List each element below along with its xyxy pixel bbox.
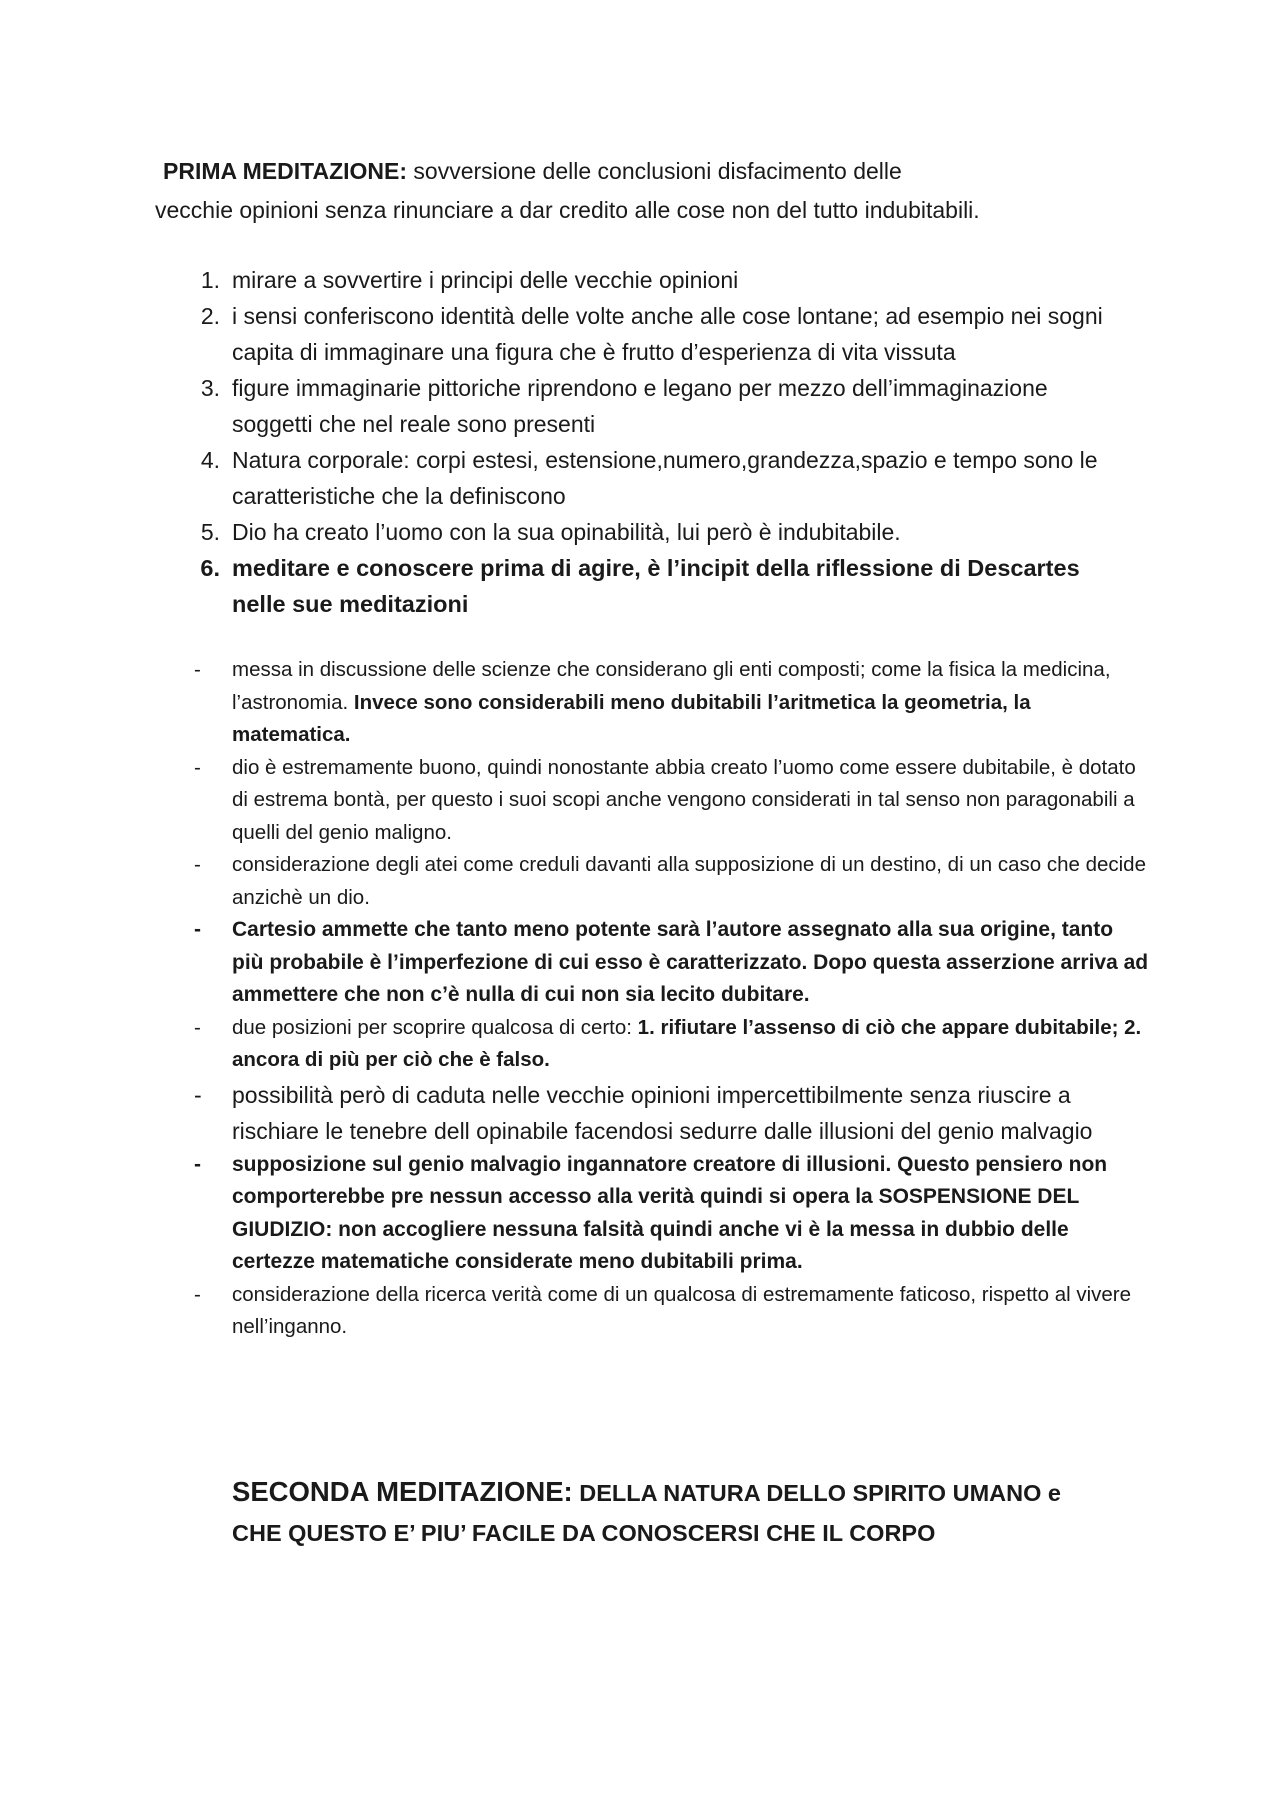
item-text: i sensi conferiscono identità delle volte anche alle cose lontane; ad esempio nei sogni capita di immaginare una figura che è frutto d’esperienza di vita vissuta [232, 303, 1103, 365]
item-number: 6. [200, 555, 220, 581]
numbered-list [190, 262, 1130, 622]
bullet-dash: - [194, 755, 201, 779]
list-item [190, 442, 1130, 514]
bullet-bold-text: Invece sono considerabili meno dubitabili l’aritmetica la geometria, la matematica. [232, 690, 1031, 746]
seconda-meditazione-subtitle: DELLA NATURA DELLO SPIRITO UMANO e CHE QUESTO E’ PIU’ FACILE DA CONOSCERSI CHE IL CORPO [232, 1480, 1061, 1546]
bullet-item [190, 654, 1150, 752]
bullet-item [190, 1077, 1150, 1149]
bullet-item [190, 1012, 1150, 1077]
bullet-item [190, 914, 1150, 1012]
bullet-bold-text: 1. rifiutare l’assenso di ciò che appare dubitabile; 2. ancora di più per ciò che è falso. [232, 1015, 1142, 1071]
list-item [190, 370, 1130, 442]
intro-line-1-text: sovversione delle conclusioni disfacimento delle [407, 158, 902, 184]
bullet-dash: - [194, 1015, 201, 1039]
bullet-dash: - [194, 658, 201, 681]
bullet-text: considerazione della ricerca verità come di un qualcosa di estremamente faticoso, rispetto al vivere nell’inganno. [232, 1282, 1132, 1338]
item-text: mirare a sovvertire i principi delle vecchie opinioni [232, 267, 739, 293]
bullet-dash: - [194, 1282, 201, 1306]
item-text: Natura corporale: corpi estesi, estensione,numero,grandezza,spazio e tempo sono le caratteristiche che la definiscono [232, 447, 1098, 509]
item-number: 3. [200, 375, 220, 401]
seconda-meditazione-heading [232, 1472, 1112, 1553]
seconda-meditazione-title: SECONDA MEDITAZIONE: [232, 1476, 573, 1507]
bullet-text: Cartesio ammette che tanto meno potente sarà l’autore assegnato alla sua origine, tanto più probabile è l’imperfezione di cui esso è caratterizzato. Dopo questa asserzione arriva ad ammettere che non c’è nulla di cui non sia lecito dubitare. [232, 918, 1149, 1006]
bullet-dash: - [194, 918, 201, 941]
bullet-list [190, 654, 1150, 1344]
list-item [190, 514, 1130, 550]
bullet-text: possibilità però di caduta nelle vecchie opinioni impercettibilmente senza riuscire a rischiare le tenebre dell opinabile facendosi sedurre dalle illusioni del genio malvagio [232, 1081, 1093, 1144]
bullet-text: messa in discussione delle scienze che considerano gli enti composti; come la fisica la medicina, l’astronomia. [232, 658, 1111, 714]
list-item [190, 298, 1130, 370]
intro-paragraph [155, 152, 1155, 230]
item-number: 1. [200, 267, 220, 293]
item-number: 5. [200, 519, 220, 545]
bullet-text: due posizioni per scoprire qualcosa di certo: [232, 1015, 638, 1039]
bullet-dash: - [194, 1081, 202, 1108]
bullet-dash: - [194, 853, 201, 876]
bullet-text: dio è estremamente buono, quindi nonostante abbia creato l’uomo come essere dubitabile, è dotato di estrema bontà, per questo i suoi scopi anche vengono considerati in tal senso non paragonabili a quelli del genio maligno. [232, 755, 1136, 844]
list-item [190, 550, 1130, 622]
item-text: meditare e conoscere prima di agire, è l’incipit della riflessione di Descartes nelle sue meditazioni [232, 555, 1080, 617]
item-number: 2. [200, 303, 220, 329]
list-item [190, 262, 1130, 298]
prima-meditazione-heading: PRIMA MEDITAZIONE: [163, 158, 408, 184]
item-text: Dio ha creato l’uomo con la sua opinabilità, lui però è indubitabile. [232, 519, 901, 545]
item-number: 4. [200, 447, 220, 473]
bullet-text: considerazione degli atei come creduli davanti alla supposizione di un destino, di un caso che decide anzichè un dio. [232, 853, 1146, 909]
intro-line-1 [155, 152, 1155, 191]
bullet-item [190, 849, 1150, 914]
bullet-item [190, 1149, 1150, 1279]
bullet-dash: - [194, 1152, 201, 1176]
bullet-item [190, 1279, 1150, 1344]
bullet-text: supposizione sul genio malvagio ingannatore creatore di illusioni. Questo pensiero non comporterebbe pre nessun accesso alla verità quindi si opera la SOSPENSIONE DEL GIUDIZIO: non accogliere nessuna falsità quindi anche vi è la messa in dubbio delle certezze matematiche considerate meno dubitabili prima. [232, 1152, 1108, 1273]
bullet-item [190, 752, 1150, 850]
item-text: figure immaginarie pittoriche riprendono e legano per mezzo dell’immaginazione soggetti che nel reale sono presenti [232, 375, 1048, 437]
intro-line-2: vecchie opinioni senza rinunciare a dar credito alle cose non del tutto indubitabili. [155, 197, 980, 223]
